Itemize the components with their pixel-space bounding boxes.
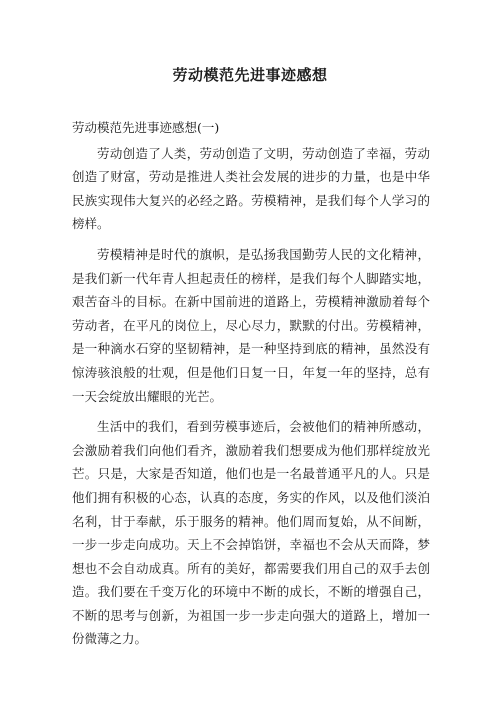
section-subtitle: 劳动模范先进事迹感想(一) xyxy=(72,120,220,135)
paragraph-2: 劳模精神是时代的旗帜，是弘扬我国勤劳人民的文化精神，是我们新一代年青人担起责任的榜样，是我们每个人脚踏实地，艰苦奋斗的目标。在新中国前进的道路上，劳模精神激励着每个劳动者，在平凡的岗位上，尽心尽力，默默的付出。劳模精神，是一种滴水石穿的坚韧精神，是一种坚持到底的精神，虽然没有惊涛骇浪般的壮观，但是他们日复一日，年复一年的坚持，总有一天会绽放出耀眼的光芒。 xyxy=(72,246,430,404)
document-body xyxy=(72,116,430,658)
document-title: 劳动模范先进事迹感想 xyxy=(172,66,328,84)
paragraph-1: 劳动创造了人类，劳动创造了文明，劳动创造了幸福，劳动创造了财富，劳动是推进人类社会发展的进步的力量，也是中华民族实现伟大复兴的必经之路。劳模精神，是我们每个人学习的榜样。 xyxy=(72,145,430,232)
paragraph-3: 生活中的我们，看到劳模事迹后，会被他们的精神所感动，会激励着我们向他们看齐，激励着我们想要成为他们那样绽放光芒。只是，大家是否知道，他们也是一名最普通平凡的人。只是他们拥有积极的心态，认真的态度，务实的作风，以及他们淡泊名利，甘于奉献，乐于服务的精神。他们周而复始，从不间断，一步一步走向成功。天上不会掉馅饼，幸福也不会从天而降，梦想也不会自动成真。所有的美好，都需要我们用自己的双手去创造。我们要在千变万化的环境中不断的成长，不断的增强自己，不断的思考与创新，为祖国一步一步走向强大的道路上，增加一份微薄之力。 xyxy=(72,419,430,647)
